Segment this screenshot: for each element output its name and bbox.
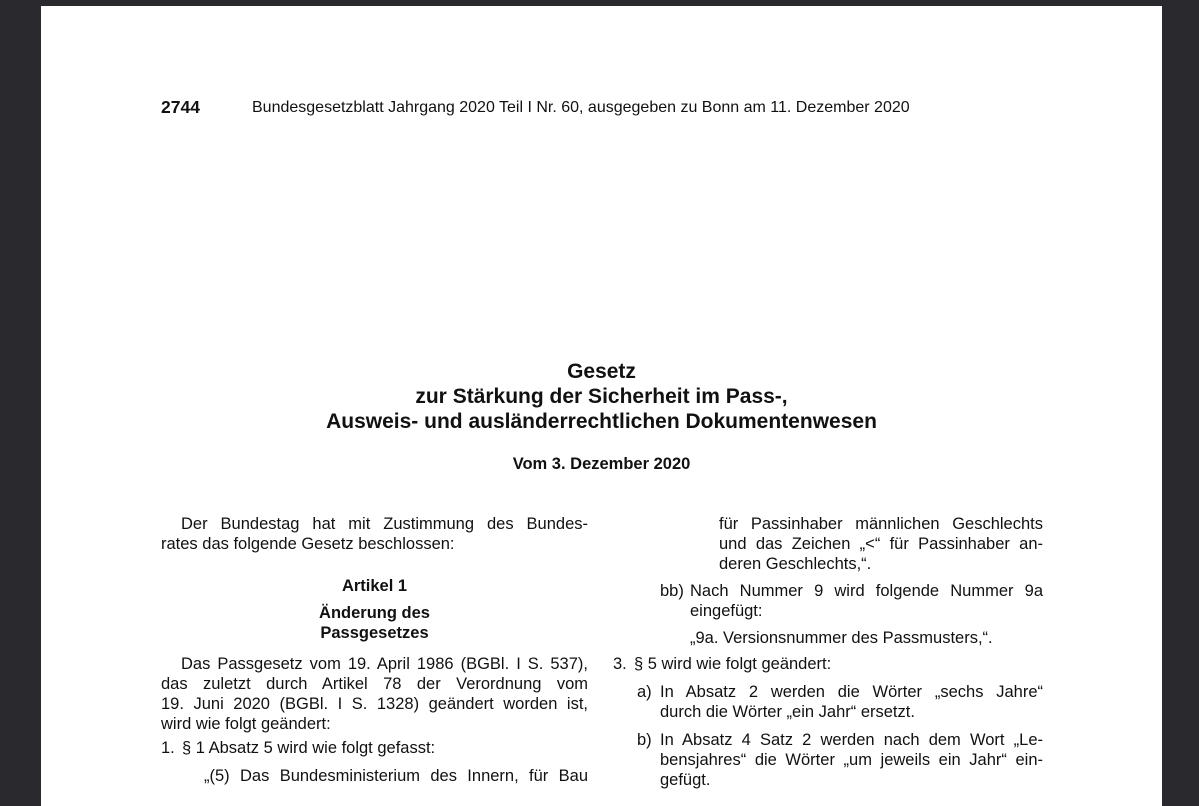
list-number: 1. bbox=[161, 739, 175, 757]
page-number: 2744 bbox=[161, 97, 200, 117]
text-line: Der Bundestag hat mit Zustimmung des Bundes- bbox=[181, 515, 588, 533]
text-line: 19. Juni 2020 (BGBl. I S. 1328) geändert worden ist, bbox=[161, 695, 588, 713]
title-line: Gesetz bbox=[567, 360, 636, 383]
text-line: bensjahres“ die Wörter „um jeweils ein Jahr“ ein- bbox=[660, 751, 1043, 769]
list-item: § 5 wird wie folgt geändert: bbox=[634, 655, 832, 673]
text-line: Nach Nummer 9 wird folgende Nummer 9a bbox=[690, 582, 1043, 600]
text-line: In Absatz 4 Satz 2 werden nach dem Wort „Le- bbox=[660, 731, 1043, 749]
article-title: Passgesetzes bbox=[320, 624, 429, 642]
list-number: 3. bbox=[613, 655, 627, 673]
text-line: Das Passgesetz vom 19. April 1986 (BGBl. I S. 537), bbox=[181, 655, 588, 673]
article-heading: Artikel 1 bbox=[341, 577, 408, 595]
text-line: gefügt. bbox=[660, 771, 711, 789]
text-line: „(5) Das Bundesministerium des Innern, für Bau bbox=[204, 767, 588, 785]
list-label: b) bbox=[637, 731, 652, 749]
text-line: In Absatz 2 werden die Wörter „sechs Jahre“ bbox=[660, 683, 1043, 701]
text-line: eingefügt: bbox=[690, 602, 763, 620]
text-line: wird wie folgt geändert: bbox=[161, 715, 331, 733]
law-date: Vom 3. Dezember 2020 bbox=[512, 455, 691, 473]
list-label: bb) bbox=[660, 582, 684, 600]
list-item: § 1 Absatz 5 wird wie folgt gefasst: bbox=[182, 739, 436, 757]
text-line: durch die Wörter „ein Jahr“ ersetzt. bbox=[660, 703, 915, 721]
text-line: „9a. Versionsnummer des Passmusters,“. bbox=[690, 629, 993, 647]
title-line: zur Stärkung der Sicherheit im Pass-, bbox=[415, 385, 788, 408]
list-label: a) bbox=[637, 683, 652, 701]
law-title bbox=[41, 359, 1162, 434]
title-line: Ausweis- und ausländerrechtlichen Dokumentenwesen bbox=[326, 410, 877, 433]
text-line: das zuletzt durch Artikel 78 der Verordnung vom bbox=[161, 675, 588, 693]
gazette-header: Bundesgesetzblatt Jahrgang 2020 Teil I Nr. 60, ausgegeben zu Bonn am 11. Dezember 2020 bbox=[252, 99, 910, 116]
document-page bbox=[41, 6, 1162, 806]
text-line: rates das folgende Gesetz beschlossen: bbox=[161, 535, 455, 553]
text-line: deren Geschlechts,“. bbox=[719, 555, 872, 573]
text-line: für Passinhaber männlichen Geschlechts bbox=[719, 515, 1043, 533]
text-line: und das Zeichen „<“ für Passinhaber an- bbox=[719, 535, 1043, 553]
article-title: Änderung des bbox=[319, 604, 430, 622]
